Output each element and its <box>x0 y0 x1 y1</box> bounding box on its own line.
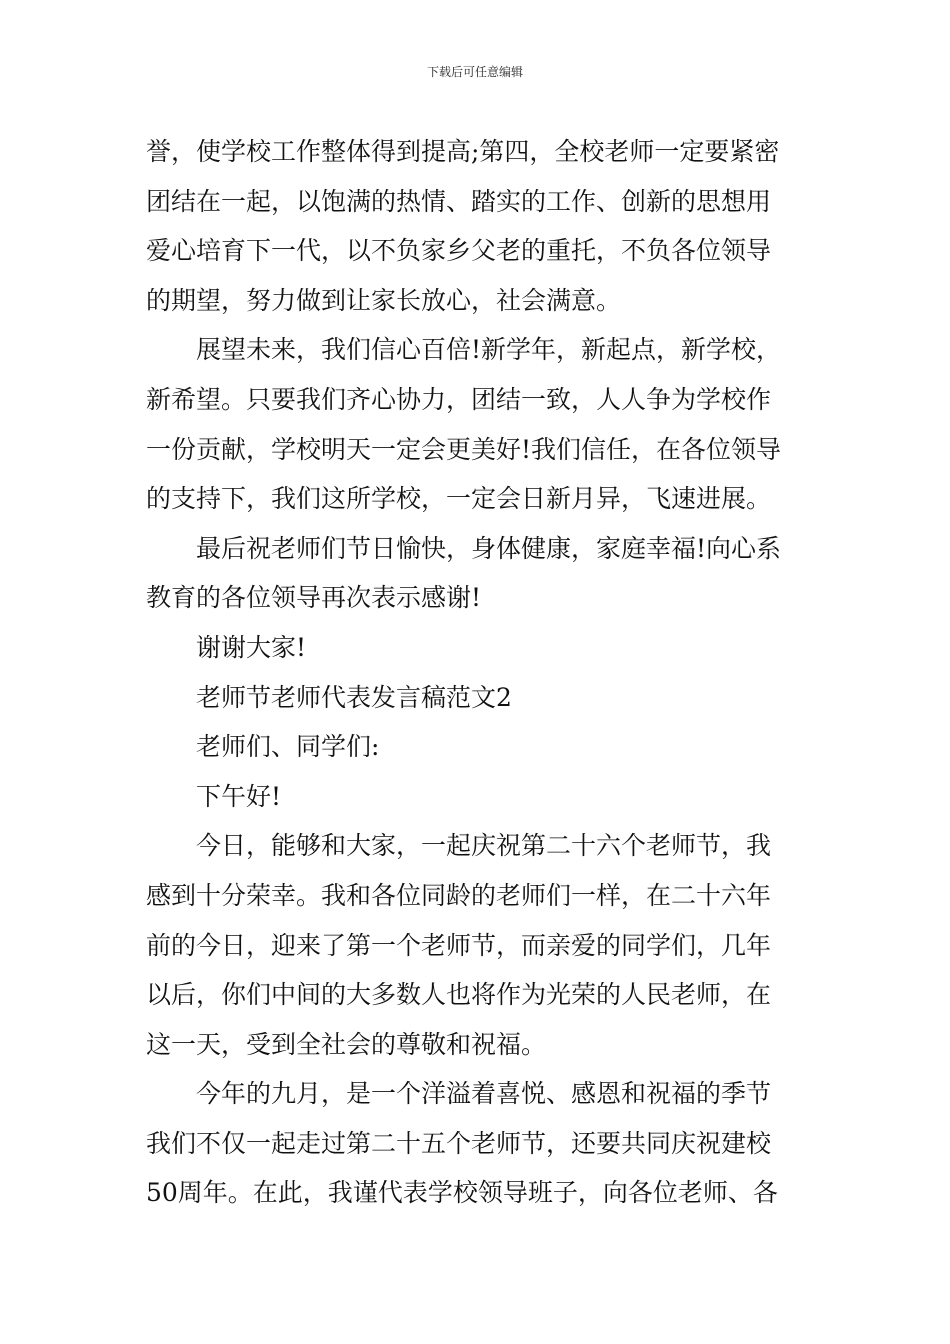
text-line: 爱心培育下一代，以不负家乡父老的重托，不负各位领导 <box>146 236 772 266</box>
text-line: 教育的各位领导再次表示感谢! <box>146 583 482 613</box>
text-line: 感到十分荣幸。我和各位同龄的老师们一样，在二十六年 <box>146 880 772 910</box>
text-line: 以后，你们中间的大多数人也将作为光荣的人民老师，在 <box>146 980 772 1010</box>
text-line: 新希望。只要我们齐心协力，团结一致，人人争为学校作 <box>146 384 772 414</box>
text-line: 团结在一起，以饱满的热情、踏实的工作、创新的思想用 <box>146 186 772 216</box>
page-header-note: 下载后可任意编辑 <box>426 65 523 79</box>
text-line: 我们不仅一起走过第二十五个老师节，还要共同庆祝建校 <box>146 1128 772 1158</box>
text-line: 今年的九月，是一个洋溢着喜悦、感恩和祝福的季节 <box>196 1079 772 1109</box>
text-line: 今日，能够和大家，一起庆祝第二十六个老师节，我 <box>196 831 772 861</box>
text-line: 展望未来，我们信心百倍!新学年，新起点，新学校， <box>196 335 782 365</box>
text-line: 谢谢大家! <box>196 632 307 662</box>
text-line: 的支持下，我们这所学校，一定会日新月异，飞速进展。 <box>146 484 772 514</box>
text-line: 下午好! <box>196 781 282 811</box>
text-line: 老师节老师代表发言稿范文2 <box>196 682 512 712</box>
text-line: 50周年。在此，我谨代表学校领导班子，向各位老师、各 <box>146 1178 778 1208</box>
text-line: 前的今日，迎来了第一个老师节，而亲爱的同学们，几年 <box>146 930 772 960</box>
text-line: 这一天，受到全社会的尊敬和祝福。 <box>146 1029 547 1059</box>
document-body <box>146 127 808 1218</box>
text-line: 的期望，努力做到让家长放心，社会满意。 <box>146 285 622 315</box>
text-line: 最后祝老师们节日愉快，身体健康，家庭幸福!向心系 <box>196 533 782 563</box>
text-line: 老师们、同学们: <box>196 732 380 762</box>
text-line: 一份贡献，学校明天一定会更美好!我们信任，在各位领导 <box>146 434 782 464</box>
text-line: 誉，使学校工作整体得到提高;第四，全校老师一定要紧密 <box>146 137 780 166</box>
